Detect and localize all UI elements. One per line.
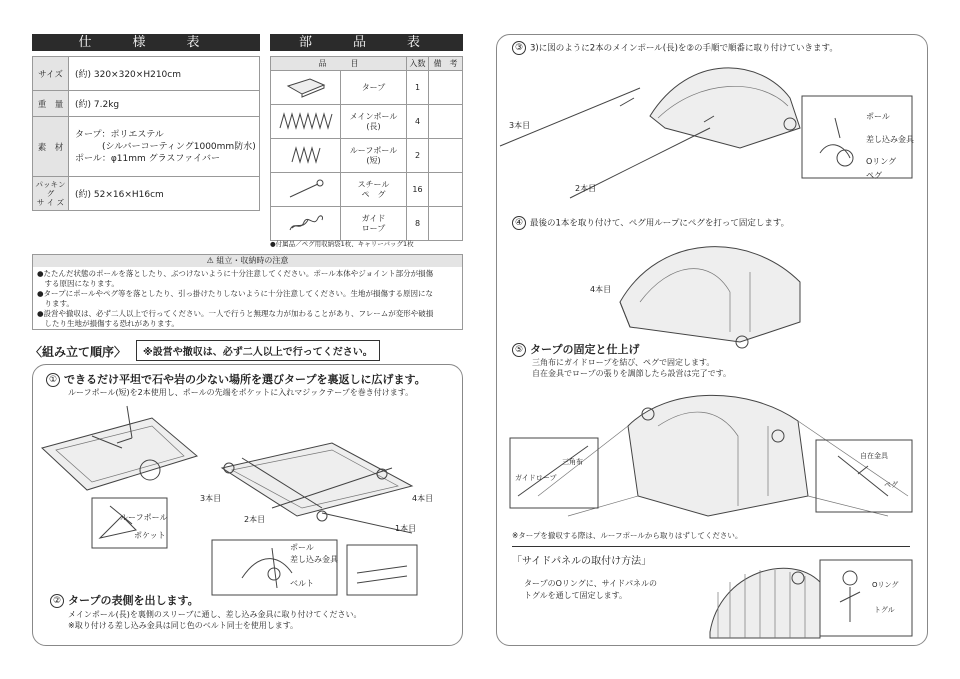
step5-number: ⑤ xyxy=(512,343,526,357)
spec-value: (約) 52×16×H16cm xyxy=(69,177,260,211)
label-roof-pole: ルーフポール xyxy=(120,513,168,522)
parts-note xyxy=(429,105,463,139)
parts-note xyxy=(429,173,463,207)
step4-label-4th: 4本目 xyxy=(590,285,612,294)
parts-name-line: ルーフポール xyxy=(349,145,398,155)
spec-value: (約) 320×320×H210cm xyxy=(69,57,260,91)
assembly-notice: ※設営や撤収は、必ず二人以上で行ってください。 xyxy=(136,340,380,361)
parts-note-text: ●付属品／ペグ用収納袋1枚、キャリーバッグ1枚 xyxy=(270,240,414,248)
steel-peg-icon xyxy=(271,173,341,207)
parts-name-line: メインポール xyxy=(349,111,398,121)
step1-desc: ルーフポール(短)を2本使用し、ポールの先端をポケットに入れマジックテープを巻き付けます。 xyxy=(68,388,414,397)
parts-name xyxy=(341,139,407,173)
step5-desc1: 三角布にガイドロープを結び、ペグで固定します。 xyxy=(532,358,715,367)
step1-illustration xyxy=(32,398,463,598)
parts-name-line: ロープ xyxy=(361,223,386,233)
side-panel-label-toggle: トグル xyxy=(874,606,895,614)
label-2nd: 2本目 xyxy=(244,515,266,524)
parts-name-line: ペ グ xyxy=(361,189,386,199)
parts-qty: 16 xyxy=(407,173,429,207)
label-1st: 1本目 xyxy=(395,524,417,533)
parts-header-note: 備 考 xyxy=(429,57,463,71)
step3-label-oring: Oリング xyxy=(866,157,897,166)
parts-name xyxy=(341,207,407,241)
step2-desc2: ※取り付ける差し込み金具は同じ色のベルト同士を使用します。 xyxy=(68,621,299,630)
parts-title: 部 品 表 xyxy=(270,34,463,51)
spec-key-line: パッキング xyxy=(35,180,66,198)
caution-item: ●タープにポールやペグ等を落としたり、引っ掛けたりしないように十分注意してください。生地が損傷する原因にな xyxy=(37,289,434,298)
side-panel-desc2: トグルを通して固定します。 xyxy=(524,591,627,600)
material-line: (シルバーコーティング1000mm防水) xyxy=(75,141,256,152)
label-pole: ポール xyxy=(290,543,314,552)
parts-note xyxy=(429,71,463,105)
step5-desc2: 自在金具でロープの張りを調節したら設営は完了です。 xyxy=(532,369,731,378)
caution-box xyxy=(32,254,463,330)
step2-number: ② xyxy=(50,594,64,608)
guy-rope-icon xyxy=(271,207,341,241)
parts-qty: 4 xyxy=(407,105,429,139)
spec-key xyxy=(33,177,69,211)
side-panel-illustration xyxy=(700,552,915,642)
parts-qty: 2 xyxy=(407,139,429,173)
tarp-icon xyxy=(271,71,341,105)
assembly-heading: 〈組み立て順序〉 xyxy=(30,345,127,359)
spec-table xyxy=(32,56,260,211)
step3-label-pole: ポール xyxy=(866,112,890,121)
step1-title-text: できるだけ平坦で石や岩の少ない場所を選びタープを裏返しに広げます。 xyxy=(64,373,426,386)
side-panel-label-oring: Oリング xyxy=(872,581,899,589)
caution-item: ります。 xyxy=(37,299,74,308)
label-pocket: ポケット xyxy=(134,531,166,540)
caution-list xyxy=(33,267,462,331)
step3-illustration xyxy=(500,58,920,208)
material-line: ポール：φ11mm グラスファイバー xyxy=(75,153,220,164)
material-line: タープ：ポリエステル xyxy=(75,129,164,140)
side-panel-title: 「サイドパネルの取付け方法」 xyxy=(512,556,652,567)
spec-key: 重 量 xyxy=(33,91,69,117)
step5-label-adjuster: 自在金具 xyxy=(860,452,888,460)
spec-key: 素 材 xyxy=(33,117,69,177)
parts-name-line: ガイド xyxy=(361,213,386,223)
spec-value: (約) 7.2kg xyxy=(69,91,260,117)
step5-title-text: タープの固定と仕上げ xyxy=(530,343,640,356)
step3-title-text: 3)に図のように2本のメインポール(長)を②の手順で順番に取り付けていきます。 xyxy=(530,43,838,54)
step5-label-triangle: 三角布 xyxy=(562,458,583,466)
parts-name xyxy=(341,105,407,139)
parts-note xyxy=(429,139,463,173)
step4-title xyxy=(512,216,789,230)
roof-pole-icon xyxy=(271,139,341,173)
parts-qty: 1 xyxy=(407,71,429,105)
parts-name-line: スチール xyxy=(357,179,390,189)
caution-item: ●設営や撤収は、必ず二人以上で行ってください。一人で行うと無理な力が加わることがあり、フレームが変形や破損 xyxy=(37,309,434,318)
parts-name xyxy=(341,173,407,207)
main-pole-icon xyxy=(271,105,341,139)
label-4th: 4本目 xyxy=(412,494,434,503)
step5-label-peg: ペグ xyxy=(884,481,898,489)
label-insert: 差し込み金具 xyxy=(290,555,338,564)
label-belt: ベルト xyxy=(290,579,314,588)
side-panel-divider xyxy=(512,546,910,547)
parts-header-item: 品 目 xyxy=(271,57,407,71)
step3-label-peg: ペグ xyxy=(866,171,882,180)
caution-item: する原因になります。 xyxy=(37,279,119,288)
spec-key: サイズ xyxy=(33,57,69,91)
parts-name-line: (短) xyxy=(366,155,381,165)
caution-title: ⚠ 組立・収納時の注意 xyxy=(33,255,462,267)
spec-value-material xyxy=(69,117,260,177)
step3-label-insert: 差し込み金具 xyxy=(866,135,914,144)
parts-table xyxy=(270,56,463,241)
step4-illustration xyxy=(600,232,820,352)
step3-number: ③ xyxy=(512,41,526,55)
step3-label-3rd: 3本目 xyxy=(509,121,531,130)
step3-title xyxy=(512,41,838,55)
step4-title-text: 最後の1本を取り付けて、ペグ用ループにペグを打って固定します。 xyxy=(530,218,790,229)
side-panel-desc1: タープのOリングに、サイドパネルの xyxy=(524,579,658,588)
parts-note xyxy=(429,207,463,241)
step2-desc1: メインポール(長)を裏側のスリーブに通し、差し込み金具に取り付けてください。 xyxy=(68,610,362,619)
step5-label-guy-rope: ガイドロープ xyxy=(515,474,557,482)
step2-title xyxy=(50,592,199,608)
step5-title xyxy=(512,341,639,357)
parts-qty: 8 xyxy=(407,207,429,241)
parts-name-line: (長) xyxy=(366,121,381,131)
spec-title: 仕 様 表 xyxy=(32,34,260,51)
step1-number: ① xyxy=(46,373,60,387)
step4-number: ④ xyxy=(512,216,526,230)
caution-item: ●たたんだ状態のポールを落としたり、ぶつけないように十分注意してください。ポール本体やジョイント部分が損傷 xyxy=(37,269,434,278)
caution-item: したり生地が損傷する恐れがあります。 xyxy=(37,319,179,328)
step2-title-text: タープの表側を出します。 xyxy=(68,594,199,607)
parts-name: タープ xyxy=(341,71,407,105)
step5-note: ※タープを撤収する際は、ルーフポールから取りはずしてください。 xyxy=(512,531,743,540)
parts-header-qty: 入数 xyxy=(407,57,429,71)
spec-key-line: サ イ ズ xyxy=(36,198,65,207)
label-3rd: 3本目 xyxy=(200,494,222,503)
step3-label-2nd: 2本目 xyxy=(575,184,597,193)
step1-title xyxy=(46,371,426,387)
